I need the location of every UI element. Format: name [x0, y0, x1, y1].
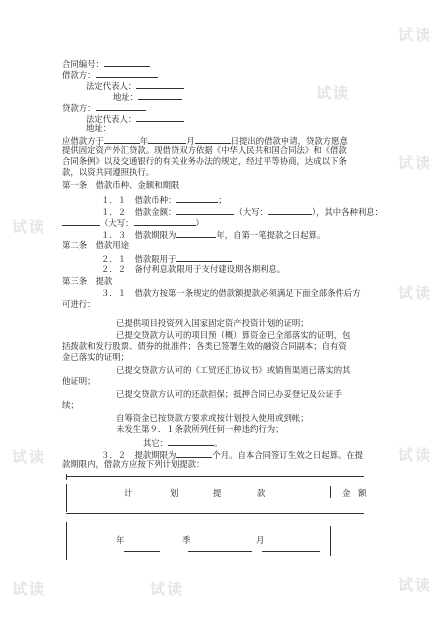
intro-line-3: 合同条例》以及交通银行的有关业务办法的规定，经过平等协商，达成以下条	[62, 156, 347, 166]
address-line-2	[86, 123, 111, 134]
intro-text: 月	[186, 136, 195, 146]
watermark: 试读	[398, 446, 433, 464]
plan-header-char: 划	[170, 488, 179, 498]
watermark: 试读	[398, 284, 433, 302]
date-label: 年	[116, 535, 125, 545]
year-cell[interactable]	[124, 542, 160, 555]
clause-text: 其它：	[143, 438, 169, 448]
amount-blank[interactable]	[176, 205, 234, 215]
contract-number-label: 合同编号：	[62, 59, 104, 69]
year-blank[interactable]	[104, 134, 140, 144]
clause-text: １．３ 借款期限为	[101, 230, 177, 240]
condition-item: 未发生第９．１条款所列任何一种违约行为；	[116, 424, 284, 434]
intro-text: 日提出的借款申请，贷款方愿意	[230, 136, 348, 146]
article-2-title: 第二条 借款用途	[62, 240, 129, 250]
quarter-cell[interactable]	[188, 542, 252, 555]
address-blank[interactable]	[138, 90, 182, 100]
article-3-title: 第三条 提款	[62, 276, 113, 286]
table-divider	[330, 526, 331, 556]
clause-text: （大写：	[100, 218, 134, 228]
borrower-label: 借款方：	[62, 70, 96, 80]
article-1-title: 第一条 借款币种、金额和期限	[62, 180, 180, 190]
year-cell-blank[interactable]	[124, 542, 160, 552]
legal-rep-label: 法定代表人：	[86, 81, 137, 91]
condition-item-cont: 他证明；	[62, 376, 96, 386]
table-border-left	[66, 522, 67, 560]
clause-1-1: １．１ 借款币种： ；	[101, 195, 227, 205]
clause-1-3	[101, 228, 325, 241]
clause-3-1-cont: 可进行：	[62, 299, 96, 309]
intro-line-4: 款，以资共同遵照执行。	[62, 167, 155, 177]
lender-blank[interactable]	[96, 101, 146, 111]
draw-period-blank[interactable]	[176, 448, 212, 458]
legal-rep-blank[interactable]	[136, 79, 184, 89]
legal-rep-label: 法定代表人：	[86, 114, 137, 124]
clause-3-1: ３．１ 借款方按第一条规定的借款额提款必须满足下面全部条件后方	[101, 288, 361, 298]
month-cell-blank[interactable]	[262, 542, 320, 552]
watermark: 试读	[12, 580, 47, 598]
watermark: 试读	[12, 218, 47, 236]
amount-words-blank[interactable]	[268, 205, 312, 215]
table-border-mid	[66, 513, 364, 514]
clause-text: １．１ 借款币种：	[101, 195, 177, 205]
address-label: 地址：	[113, 92, 139, 102]
legal-rep-blank[interactable]	[136, 112, 184, 122]
plan-header-char: 款	[257, 488, 266, 498]
intro-line-2: 提供固定资产外汇贷款。现借贷双方依据《中华人民共和国合同法》和《借款	[62, 145, 347, 155]
month-blank[interactable]	[148, 134, 186, 144]
clause-text: 年，自第一笔提款之日起算。	[216, 230, 326, 240]
plan-header-char: 计	[124, 488, 133, 498]
condition-item: 自筹资金已按贷款方要求或按计划投入使用或到帐；	[116, 413, 309, 423]
contract-number-blank[interactable]	[104, 57, 150, 67]
amount-header-char: 金	[342, 488, 351, 498]
condition-item-cont: 续；	[62, 400, 79, 410]
date-month-label: 月	[256, 535, 265, 545]
address-label: 地址：	[86, 123, 112, 133]
interest-words-blank[interactable]	[134, 216, 196, 226]
clause-text: １．２ 借款金额：	[101, 207, 177, 217]
watermark: 试读	[398, 576, 433, 594]
intro-text: 应借款方于	[62, 136, 104, 146]
date-quarter-label: 季	[182, 535, 191, 545]
condition-item: 已提交贷款方认可的还款担保；抵押合同已办妥登记及公证手	[116, 389, 343, 399]
term-years-blank[interactable]	[176, 228, 216, 238]
watermark: 试读	[398, 154, 433, 172]
borrower-blank[interactable]	[96, 68, 158, 78]
table-border-tick	[66, 474, 67, 480]
clause-text: ２．１ 借款限用于	[101, 254, 177, 264]
lender-label: 贷款方：	[62, 103, 96, 113]
clause-text: 个月。自本合同签订生效之日起算。在提	[212, 450, 364, 460]
other-blank[interactable]	[168, 436, 214, 446]
clause-text: ）	[195, 218, 204, 228]
table-border-top	[66, 476, 364, 477]
condition-item: 已提交贷款方认可的《工贸还汇协议书》或销售渠道已落实的其	[116, 365, 351, 375]
clause-text: ），其中各种利息：	[311, 207, 384, 217]
table-border-left	[66, 484, 67, 512]
watermark: 试读	[316, 84, 351, 102]
intro-text: 年	[139, 136, 149, 146]
day-blank[interactable]	[195, 134, 231, 144]
table-divider	[330, 486, 331, 498]
condition-item-cont: 金已落实的证明；	[62, 352, 129, 362]
purpose-blank[interactable]	[176, 252, 232, 262]
condition-item-cont: 括拨款和发行股票、债券的批准件；各类已签署生效的融资合同副本；自有资	[62, 341, 347, 351]
condition-item: 已提交贷款方认可的项目预（概）算资金已全部落实的证明，包	[116, 330, 351, 340]
month-cell[interactable]	[262, 542, 320, 555]
condition-item: 已提供项目投资列入国家固定资产投资计划的证明；	[116, 318, 309, 328]
quarter-cell-blank[interactable]	[188, 542, 252, 552]
plan-header-char: 提	[213, 488, 222, 498]
watermark: 试读	[398, 26, 433, 44]
interest-blank[interactable]	[62, 216, 100, 226]
clause-text: （大写：	[234, 207, 268, 217]
currency-blank[interactable]	[176, 193, 218, 203]
watermark: 试读	[12, 448, 47, 466]
clause-2-2: ２．２ 备付利息款限用于支付建设期各期利息。	[101, 264, 286, 274]
amount-header-char: 额	[358, 488, 367, 498]
clause-3-2-cont: 款期限内，借款方应按下列计划提款：	[62, 459, 205, 469]
watermark: 试读	[150, 580, 185, 598]
condition-other: 其它： 。	[143, 438, 223, 448]
clause-text: ３．２ 提款期限为	[101, 450, 177, 460]
